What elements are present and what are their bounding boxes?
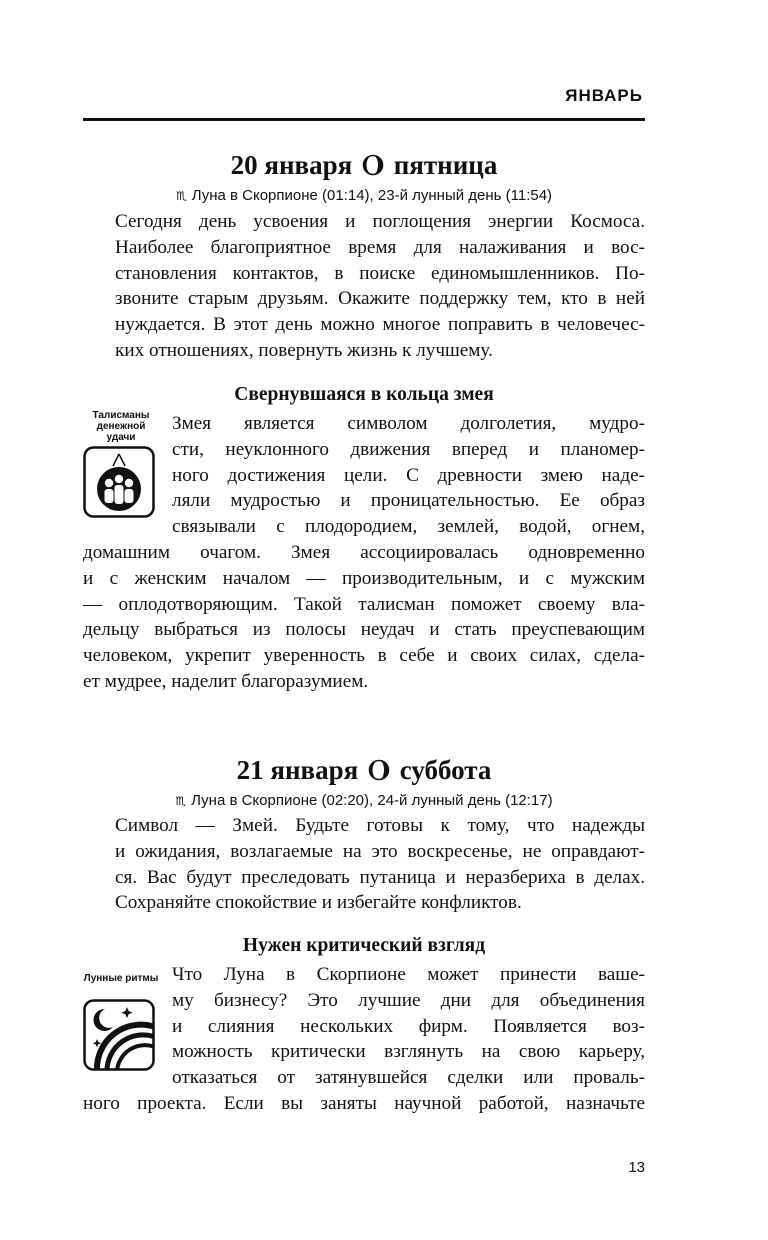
talisman-caption: Талисманы денежной удачи xyxy=(92,410,150,443)
body-line: ких отношениях, повернуть жизнь к лучшему. xyxy=(115,339,493,361)
page-number: 13 xyxy=(628,1159,645,1176)
scorpio-icon: ♏︎ xyxy=(175,189,187,203)
lunar-rhythms-caption: Лунные ритмы xyxy=(83,973,159,984)
moon-phase-icon xyxy=(362,154,384,176)
section-line: человеком, укрепит уверенность в себе и своих силах, сдела- xyxy=(83,645,645,667)
section-line: ного достижения цели. С древности змею наде- xyxy=(172,464,645,486)
body-line: и ожидания, возлагаемые на это воскресенье, не оправдают- xyxy=(115,840,645,862)
section-body-narrow-20 xyxy=(172,411,645,540)
section-line: ляли мудростью и проницательностью. Ее образ xyxy=(172,490,645,512)
section-line: ного проекта. Если вы заняты научной работой, назначьте xyxy=(83,1093,645,1114)
body-line: Сегодня день усвоения и поглощения энергии Космоса. xyxy=(115,211,645,232)
astro-text: Луна в Скорпионе (02:20), 24-й лунный день (12:17) xyxy=(191,792,553,809)
astro-text: Луна в Скорпионе (01:14), 23-й лунный день (11:54) xyxy=(191,187,553,204)
section-line: домашним очагом. Змея ассоциировалась одновременно xyxy=(83,542,645,563)
section-line: ет мудрее, наделит благоразумием. xyxy=(83,670,369,692)
lunar-rhythms-icon xyxy=(83,999,155,1071)
day-title-weekday: пятница xyxy=(393,150,498,180)
entry-body-21 xyxy=(115,813,645,916)
section-body-narrow-21 xyxy=(172,962,645,1091)
section-line: — оплодотворяющим. Такой талисман поможет своему вла- xyxy=(83,593,645,615)
section-title-snake: Свернувшаяся в кольца змея xyxy=(234,384,494,405)
section-title-critical: Нужен критический взгляд xyxy=(242,935,486,956)
section-line: отказаться от затянувшейся сделки или проваль- xyxy=(172,1067,645,1089)
section-line: и слияния нескольких фирм. Появляется воз- xyxy=(172,1015,645,1037)
section-line: сти, неуклонного движения вперед и планомер- xyxy=(172,438,645,460)
section-line: дельцу выбраться из полосы неудач и стать преуспевающим xyxy=(83,619,645,641)
section-line: му бизнесу? Это лучшие дни для объединения xyxy=(172,989,645,1011)
section-body-full-20 xyxy=(83,540,645,695)
talisman-money-icon xyxy=(83,446,155,518)
running-header: ЯНВАРЬ xyxy=(565,86,643,105)
body-line: Символ — Змей. Будьте готовы к тому, что надежды xyxy=(115,815,645,836)
day-title-weekday: суббота xyxy=(399,755,492,785)
astro-line-20 xyxy=(83,187,645,204)
body-line: Сохраняйте спокойствие и избегайте конфликтов. xyxy=(115,892,522,914)
section-line: Что Луна в Скорпионе может принести ваше- xyxy=(172,964,645,985)
section-body-full-21 xyxy=(83,1091,645,1117)
scorpio-icon: ♏︎ xyxy=(175,794,187,808)
day-title-20 xyxy=(83,150,645,181)
body-line: нуждается. В этот день можно многое поправить в человечес- xyxy=(115,314,645,336)
entry-body-20 xyxy=(115,209,645,364)
day-title-21 xyxy=(83,755,645,786)
section-line: связывали с плодородием, землей, водой, огнем, xyxy=(172,516,645,538)
section-line: можность критически взглянуть на свою карьеру, xyxy=(172,1041,645,1063)
header-rule xyxy=(83,118,645,121)
moon-phase-icon xyxy=(368,759,390,781)
section-line: и с женским началом — производительным, и с мужским xyxy=(83,567,645,589)
section-line: Змея является символом долголетия, мудро- xyxy=(172,413,645,434)
body-line: Наиболее благоприятное время для налаживания и вос- xyxy=(115,236,645,258)
body-line: звоните старым друзьям. Окажите поддержку тем, кто в ней xyxy=(115,288,645,310)
body-line: ся. Вас будут преследовать путаница и неразбериха в делах. xyxy=(115,866,645,888)
day-title-date: 21 января xyxy=(236,755,359,785)
body-line: становления контактов, в поиске единомышленников. По- xyxy=(115,262,645,284)
astro-line-21 xyxy=(83,792,645,809)
day-title-date: 20 января xyxy=(230,150,353,180)
